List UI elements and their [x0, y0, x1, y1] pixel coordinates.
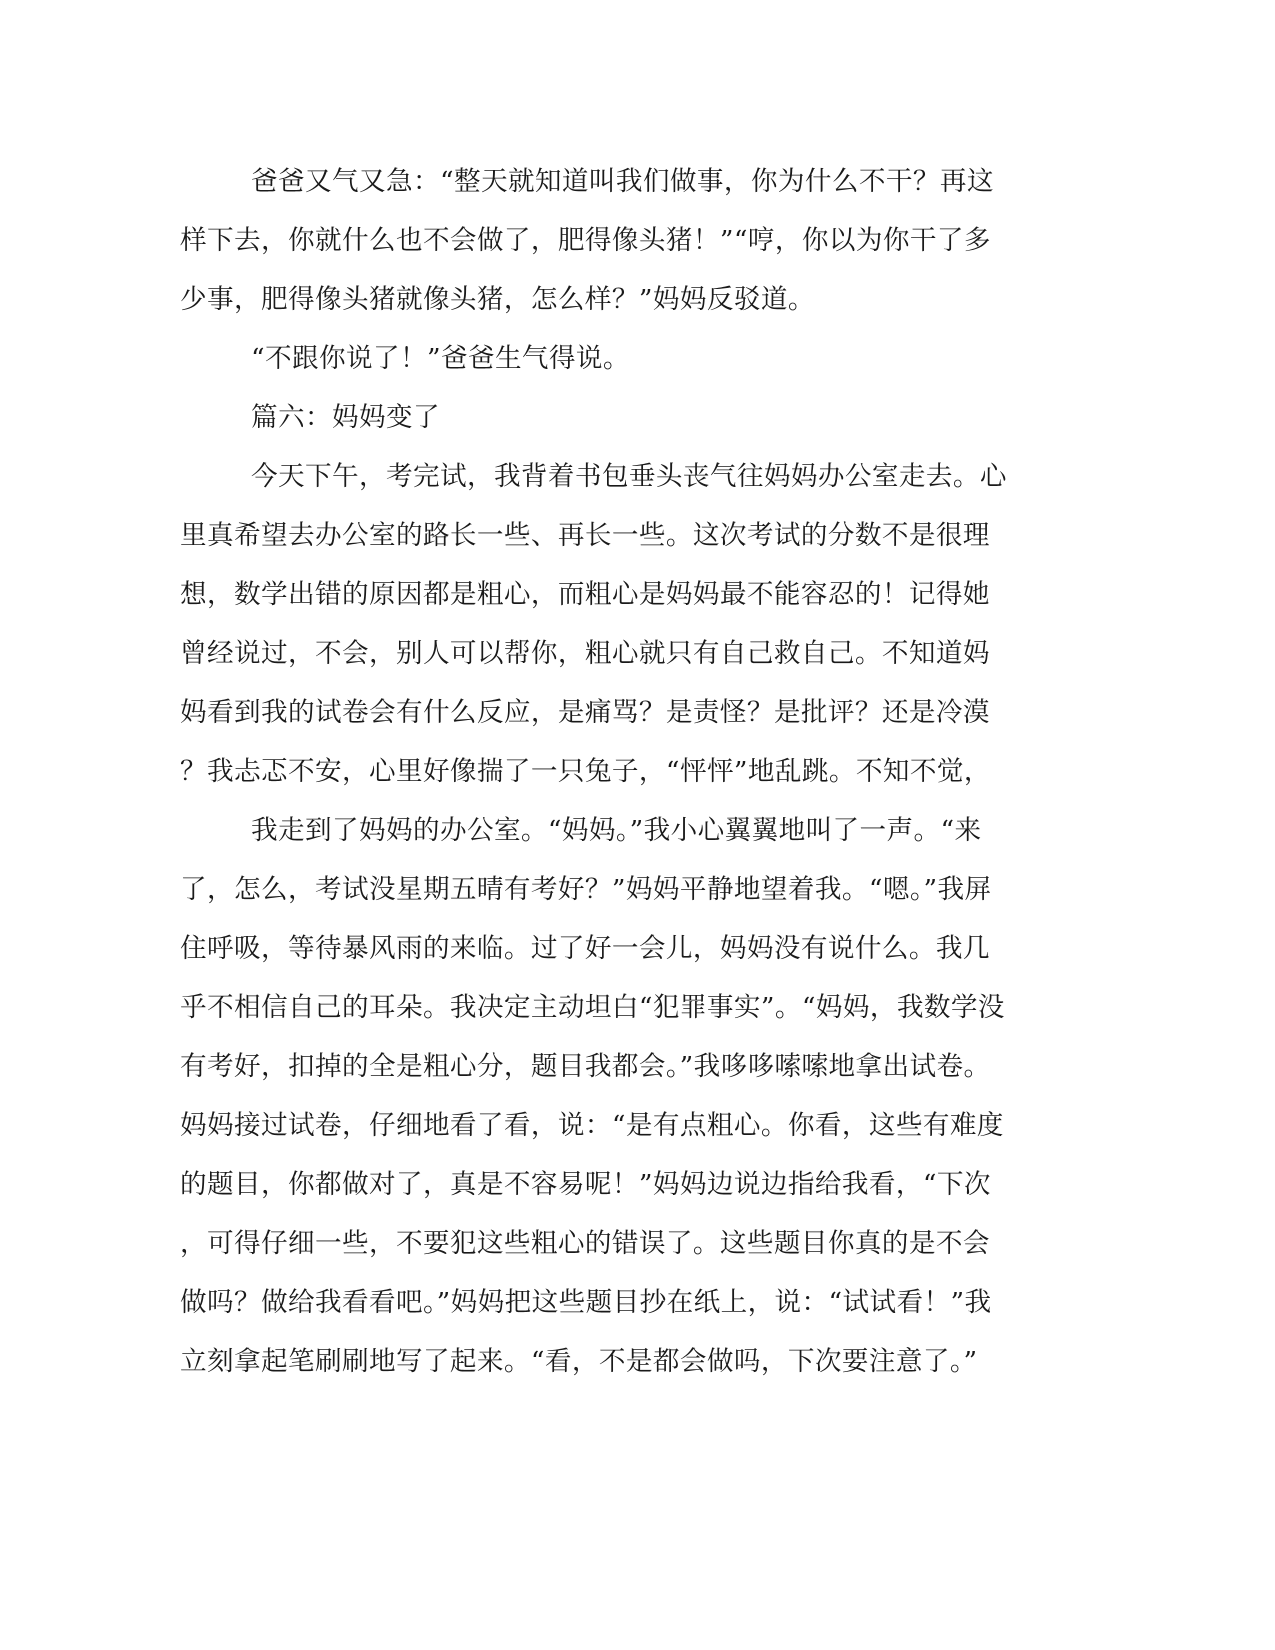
text-line: ？我忐忑不安，心里好像揣了一只兔子，“怦怦”地乱跳。不知不觉，: [180, 756, 991, 787]
text-line: 曾经说过，不会，别人可以帮你，粗心就只有自己救自己。不知道妈: [180, 638, 990, 669]
paragraph-office: [180, 801, 1030, 1391]
text-line: 样下去，你就什么也不会做了，肥得像头猪！”“哼，你以为你干了多: [180, 225, 991, 256]
text-line: 住呼吸，等待暴风雨的来临。过了好一会儿，妈妈没有说什么。我几: [180, 933, 990, 964]
paragraph-dad-argument: [180, 152, 1030, 329]
text-line: 爸爸又气又急：“整天就知道叫我们做事，你为什么不干？再这: [251, 166, 994, 197]
text-line: 有考好，扣掉的全是粗心分，题目我都会。”我哆哆嗦嗦地拿出试卷。: [180, 1051, 991, 1082]
text-line: 我走到了妈妈的办公室。“妈妈。”我小心翼翼地叫了一声。“来: [251, 815, 982, 846]
text-line: 的题目，你都做对了，真是不容易呢！”妈妈边说边指给我看，“下次: [180, 1169, 991, 1200]
text-line: 想，数学出错的原因都是粗心，而粗心是妈妈最不能容忍的！记得她: [180, 579, 990, 610]
text-line: 今天下午，考完试，我背着书包垂头丧气往妈妈办公室走去。心: [251, 461, 1007, 492]
text-line: “不跟你说了！”爸爸生气得说。: [251, 343, 630, 374]
section-heading: [180, 388, 1030, 447]
text-line: ，可得仔细一些，不要犯这些粗心的错误了。这些题目你真的是不会: [180, 1228, 990, 1259]
text-line: 少事，肥得像头猪就像头猪，怎么样？”妈妈反驳道。: [180, 284, 815, 315]
text-line: 立刻拿起笔刷刷地写了起来。“看，不是都会做吗，下次要注意了。”: [180, 1346, 978, 1377]
text-line: 乎不相信自己的耳朵。我决定主动坦白“犯罪事实”。“妈妈，我数学没: [180, 992, 1005, 1023]
text-line: 做吗？做给我看看吧。”妈妈把这些题目抄在纸上，说：“试试看！”我: [180, 1287, 992, 1318]
text-line: 妈妈接过试卷，仔细地看了看，说：“是有点粗心。你看，这些有难度: [180, 1110, 1004, 1141]
document-body: [180, 152, 1030, 1391]
text-line: 里真希望去办公室的路长一些、再长一些。这次考试的分数不是很理: [180, 520, 990, 551]
text-line: 了，怎么，考试没星期五晴有考好？”妈妈平静地望着我。“嗯。”我屏: [180, 874, 992, 905]
heading-line: 篇六：妈妈变了: [251, 402, 440, 433]
text-line: 妈看到我的试卷会有什么反应，是痛骂？是责怪？是批评？还是冷漠: [180, 697, 990, 728]
paragraph-after-exam: [180, 447, 1030, 801]
paragraph-dad-angry: [180, 329, 1030, 388]
